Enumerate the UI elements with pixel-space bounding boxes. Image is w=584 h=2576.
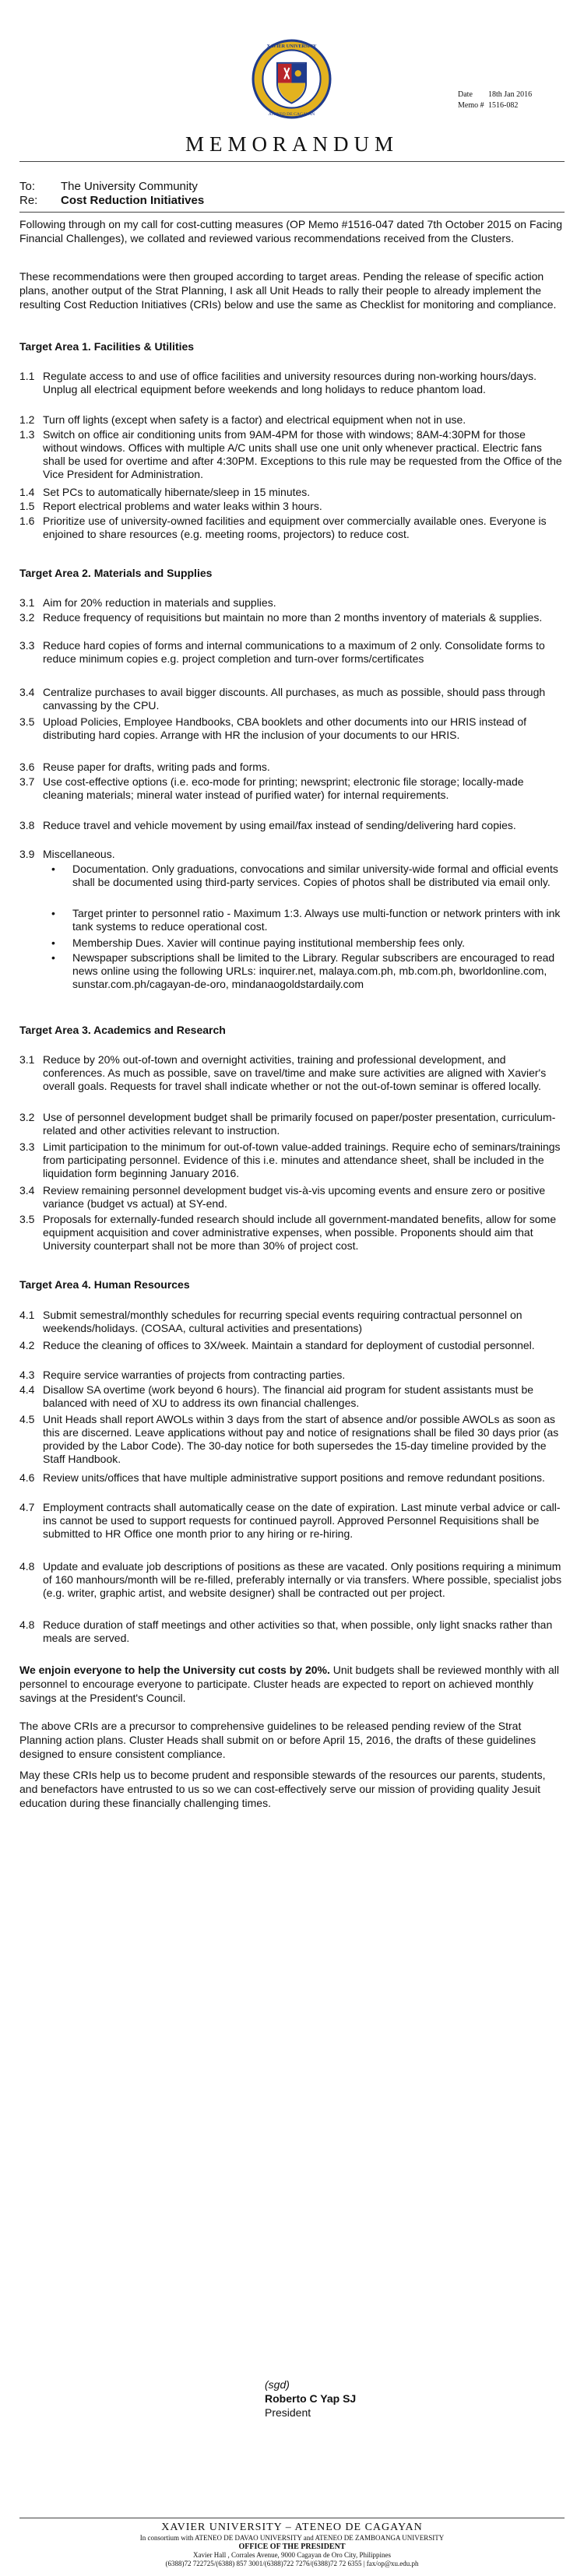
bullet-item: • Documentation. Only graduations, convocations and similar university-wide formal and official events shall be documented using third-party services. Copies of photos shall be distributed via email only. <box>51 863 558 888</box>
university-seal-logo <box>252 39 332 119</box>
re-value: Cost Reduction Initiatives <box>61 194 205 207</box>
intro-paragraph-2: These recommendations were then grouped according to target areas. Pending the release of specific action plans, another output of the Strat Planning, I ask all Unit Heads to rally their people to already implement the resulting Cost Reduction Initiatives (CRIs) below and use the same as Checklist for monitoring and compliance. <box>19 270 557 311</box>
bullet-icon: • <box>51 951 55 964</box>
list-item: 4.8 Update and evaluate job descriptions of positions as these are vacated. Only positions requiring a minimum of 160 manhours/month will be re-filled, preferably internally or via transfers. Where possible, specialist jobs (e.g. writer, graphic artist, and website designer) shall be contracted out per project. <box>19 1560 562 1599</box>
signatory-name: Roberto C Yap SJ <box>265 2392 357 2405</box>
list-item: 4.4 Disallow SA overtime (work beyond 6 hours). The financial aid program for student assistants must be balanced with need of XU to address its own financial challenges. <box>19 1383 534 1409</box>
list-item: 3.6 Reuse paper for drafts, writing pads and forms. <box>19 761 270 773</box>
memo-number-label: Memo # <box>458 101 484 110</box>
list-item: 3.3 Reduce hard copies of forms and internal communications to a maximum of 2 only. Consolidate forms to reduce minimum copies e.g. project completion and turn-over forms/certificates <box>19 639 545 665</box>
target-area-1-heading: Target Area 1. Facilities & Utilities <box>19 340 195 353</box>
list-item: 3.2 Reduce frequency of requisitions but maintain no more than 2 months inventory of materials & supplies. <box>19 611 543 624</box>
list-item: 4.7 Employment contracts shall automatically cease on the date of expiration. Last minute verbal advice or call-ins cannot be used to support requests for continued payroll. Approved Personnel Requisitions shall be submitted to HR Office one month prior to any hiring or re-hiring. <box>19 1501 561 1540</box>
list-item: 3.1 Reduce by 20% out-of-town and overnight activities, training and professional development, and conferences. As much as possible, save on travel/time and make sure activities are aligned with Xavier's overall goals. Requests for travel shall indicate whether or not the out-of-town seminar is offered locally. <box>19 1053 547 1092</box>
list-item: 3.9 Miscellaneous. <box>19 848 115 860</box>
bullet-icon: • <box>51 907 55 919</box>
closing-paragraph-1: We enjoin everyone to help the University cut costs by 20%. Unit budgets shall be reviewed monthly with all personnel to encourage everyone to participate. Cluster heads are expected to report on achieved monthly savings at the President's Council. <box>19 1664 560 1704</box>
signatory-title: President <box>265 2406 311 2419</box>
list-item: 3.7 Use cost-effective options (i.e. eco-mode for printing; newsprint; electronic file storage; locally-made cleaning materials; mineral water instead of purified water) for internal requirements. <box>19 775 524 801</box>
bullet-icon: • <box>51 863 55 875</box>
list-item: 4.1 Submit semestral/monthly schedules for recurring special events requiring contractual personnel on weekends/holidays. (COSAA, cultural activities and presentations) <box>19 1309 522 1334</box>
footer-consortium: In consortium with ATENEO DE DAVAO UNIVERSITY and ATENEO DE ZAMBOANGA UNIVERSITY <box>139 2534 445 2542</box>
intro-paragraph-1: Following through on my call for cost-cutting measures (OP Memo #1516-047 dated 7th October 2015 on Facing Financial Challenges), we collated and reviewed various recommendations received from the Clusters. <box>19 218 563 244</box>
list-item: 3.2 Use of personnel development budget shall be primarily focused on paper/poster presentation, curriculum-related and other activities relevant to instruction. <box>19 1111 556 1137</box>
svg-text:ATENEO DE CAGAYAN: ATENEO DE CAGAYAN <box>268 111 315 117</box>
list-item: 4.5 Unit Heads shall report AWOLs within 3 days from the start of absence and/or possible AWOLs as soon as this are discerned. Leave applications without pay and notice of resignations shall be filed 30 days prior (as provided by the Labor Code). The 30-day notice for both supersedes the 15-day timeline provided by the Staff Handbook. <box>19 1413 559 1465</box>
re-label: Re: <box>19 194 38 207</box>
list-item: 4.6 Review units/offices that have multiple administrative support positions and remove redundant positions. <box>19 1471 545 1484</box>
closing-paragraph-2: The above CRIs are a precursor to comprehensive guidelines to be released pending review of the Strat Planning action plans. Cluster Heads shall submit on or before April 15, 2016, the drafts of these guidelines designed to ensure consistent compliance. <box>19 1720 537 1760</box>
bullet-item: • Target printer to personnel ratio - Maximum 1:3. Always use multi-function or network printers with ink tank systems to reduce operational cost. <box>51 907 561 933</box>
footer-contact: (6388)72 722725/(6388) 857 3001/(6388)722 7276/(6388)72 72 6355 | fax/op@xu.edu.ph <box>165 2560 419 2567</box>
memo-date-box <box>458 90 532 111</box>
to-value: The University Community <box>61 180 198 193</box>
list-item: 4.3 Require service warranties of projects from contracting parties. <box>19 1369 346 1381</box>
list-item: 3.4 Review remaining personnel development budget vis-à-vis upcoming events and ensure zero or positive variance (budget vs actual) at SY-end. <box>19 1184 546 1210</box>
date-value: 18th Jan 2016 <box>488 90 533 99</box>
footer-university: XAVIER UNIVERSITY – ATENEO DE CAGAYAN <box>161 2522 423 2533</box>
re-line <box>19 194 204 208</box>
to-line <box>19 180 198 194</box>
footer <box>0 2522 584 2568</box>
list-item: 3.8 Reduce travel and vehicle movement by using email/fax instead of sending/delivering hard copies. <box>19 819 516 831</box>
divider <box>19 161 565 162</box>
footer-office: OFFICE OF THE PRESIDENT <box>238 2543 346 2551</box>
footer-address: Xavier Hall , Corrales Avenue, 9000 Cagayan de Oro City, Philippines <box>193 2551 391 2559</box>
list-item: 1.1 Regulate access to and use of office facilities and university resources during non-working hours/days. Unplug all electrical equipment before weekends and long holidays to reduce phantom load. <box>19 370 537 395</box>
divider <box>19 212 565 213</box>
memo-title: MEMORANDUM <box>185 132 399 156</box>
list-item: 1.4 Set PCs to automatically hibernate/sleep in 15 minutes. <box>19 486 311 498</box>
list-item: 1.2 Turn off lights (except when safety is a factor) and electrical equipment when not in use. <box>19 413 466 426</box>
bullet-item: • Newspaper subscriptions shall be limited to the Library. Regular subscribers are encouraged to read news online using the following URLs: inquirer.net, malaya.com.ph, mb.com.ph, bworldonline.com, sunstar.com.ph/cagayan-de-oro, mindanaogoldstardaily.com <box>51 951 555 990</box>
list-item: 3.5 Upload Policies, Employee Handbooks, CBA booklets and other documents into our HRIS instead of distributing hard copies. Arrange with HR the inclusion of your documents to our HRIS. <box>19 715 527 741</box>
list-item: 3.1 Aim for 20% reduction in materials and supplies. <box>19 596 276 609</box>
closing-paragraph-3: May these CRIs help us to become prudent and responsible stewards of the resources our parents, students, and benefactors have entrusted to us so we can cost-effectively serve our mission of providing quality Jesuit education during these financially challenging times. <box>19 1769 546 1809</box>
list-item: 3.3 Limit participation to the minimum for out-of-town value-added trainings. Require echo of seminars/trainings from participating personnel. Evidence of this i.e. minutes and attendance sheet, shall be included in the liquidation form beginning January 2016. <box>19 1140 561 1179</box>
target-area-3-heading: Target Area 3. Academics and Research <box>19 1024 226 1036</box>
target-area-4-heading: Target Area 4. Human Resources <box>19 1278 190 1291</box>
target-area-2-heading: Target Area 2. Materials and Supplies <box>19 567 213 579</box>
list-item: 1.6 Prioritize use of university-owned facilities and equipment over commercially available ones. Everyone is enjoined to share resources (e.g. meeting rooms, projectors) to reduce cost. <box>19 515 547 540</box>
list-item: 1.5 Report electrical problems and water leaks within 3 hours. <box>19 500 322 512</box>
signature-block <box>265 2377 356 2420</box>
svg-text:XAVIER UNIVERSITY: XAVIER UNIVERSITY <box>266 43 317 49</box>
memo-number-value: 1516-082 <box>488 101 519 110</box>
list-item: 4.2 Reduce the cleaning of offices to 3X/week. Maintain a standard for deployment of custodial personnel. <box>19 1339 535 1351</box>
list-item: 3.5 Proposals for externally-funded research should include all government-mandated benefits, allow for some equipment acquisition and cover administrative expenses, when possible. Proponents should aim that University counterpart shall not be more than 30% of project cost. <box>19 1213 557 1252</box>
to-label: To: <box>19 180 36 193</box>
sgd-mark: (sgd) <box>265 2378 290 2391</box>
list-item: 3.4 Centralize purchases to avail bigger discounts. All purchases, as much as possible, should pass through canvassing by the CPU. <box>19 686 546 712</box>
list-item: 1.3 Switch on office air conditioning units from 9AM-4PM for those with windows; 8AM-4:30PM for those without windows. Offices with multiple A/C units shall use one unit only whenever practical. Electric fans shall be used for overtime and after 4:30PM. Exceptions to this rule may be requested from the Office of the Vice President for Administration. <box>19 428 562 480</box>
bullet-item: • Membership Dues. Xavier will continue paying institutional membership fees only. <box>51 937 465 949</box>
list-item: 4.8 Reduce duration of staff meetings and other activities so that, when possible, only light snacks rather than meals are served. <box>19 1618 553 1644</box>
bullet-icon: • <box>51 937 55 949</box>
date-label: Date <box>458 90 473 99</box>
